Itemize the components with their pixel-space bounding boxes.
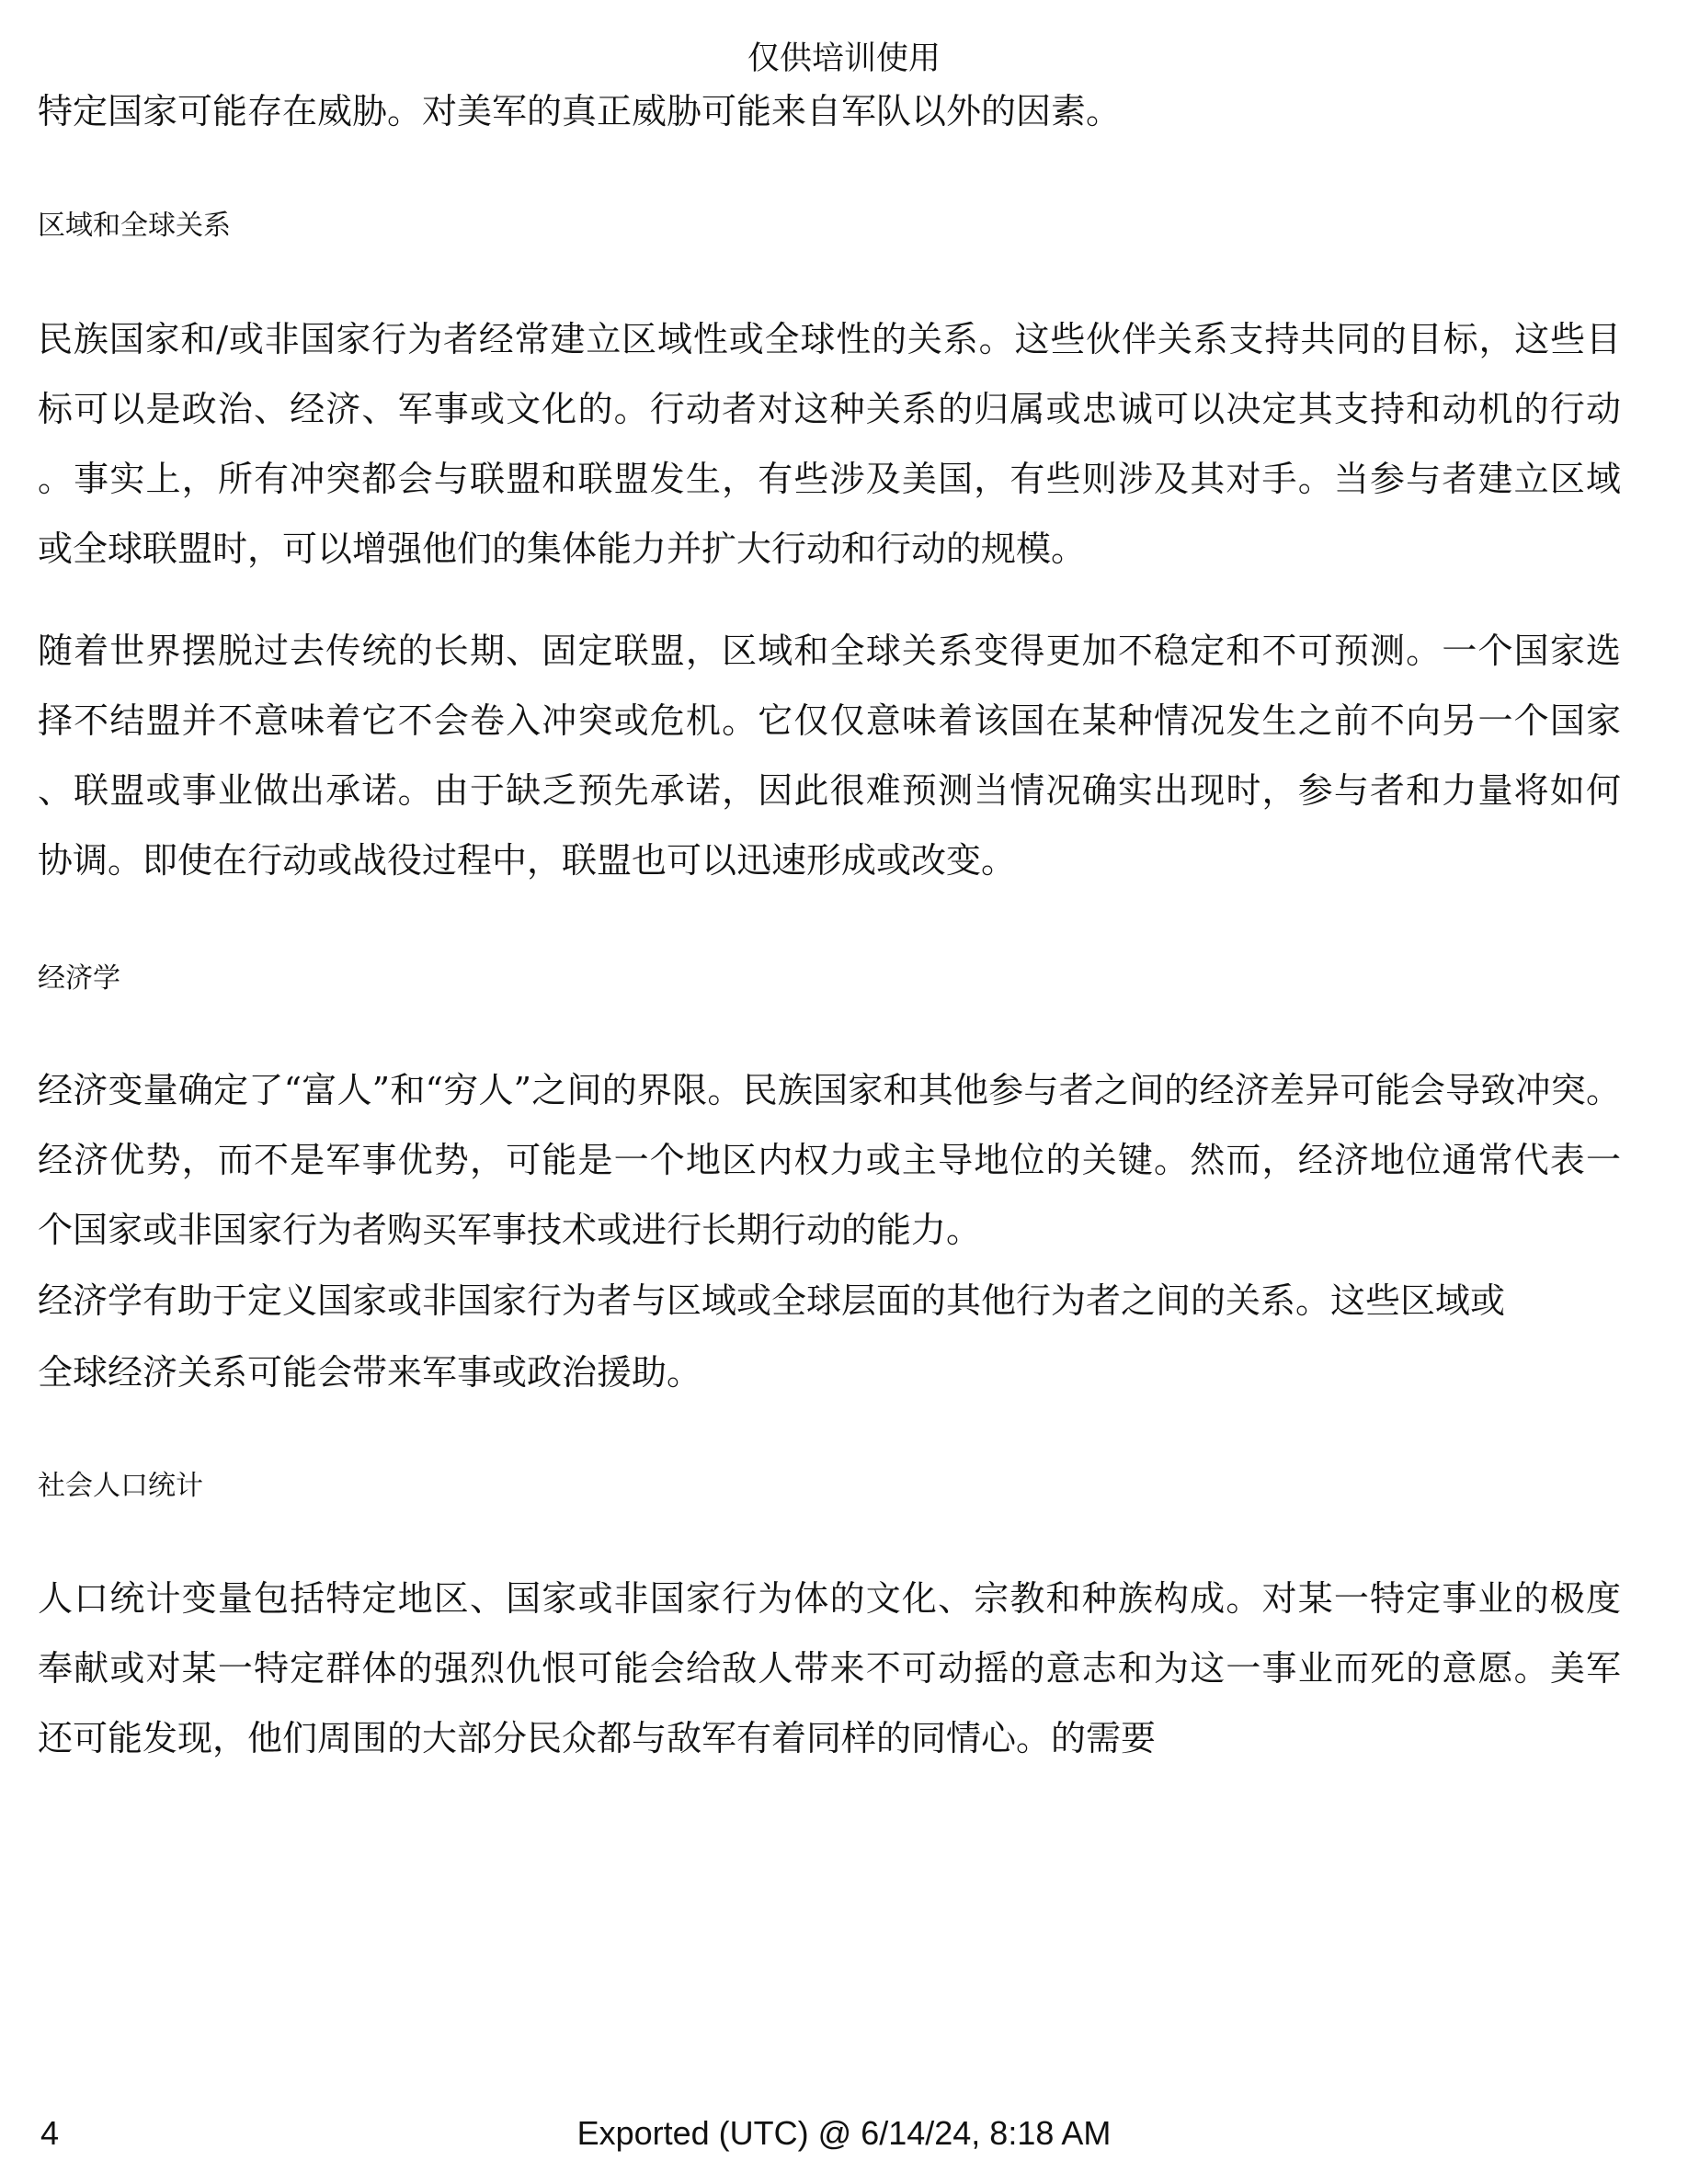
paragraph-regional-relations-2 [38,616,1621,895]
training-watermark: 仅供培训使用 [747,40,941,77]
paragraph-line: 民族国家和/或非国家行为者经常建立区域性或全球性的关系。这些伙伴关系支持共同的目标，这些目 [38,319,1621,359]
section-heading-regional-global-relations: 区域和全球关系 [38,210,231,242]
paragraph-line: 经济变量确定了“富人”和“穷人”之间的界限。民族国家和其他参与者之间的经济差异可能会导致冲突。 [38,1070,1621,1110]
paragraph-line: 奉献或对某一特定群体的强烈仇恨可能会给敌人带来不可动摇的意志和为这一事业而死的意愿。美军 [38,1648,1621,1689]
paragraph-line: 协调。即使在行动或战役过程中，联盟也可以迅速形成或改变。 [38,840,1017,881]
paragraph-line: 人口统计变量包括特定地区、国家或非国家行为体的文化、宗教和种族构成。对某一特定事业的极度 [38,1578,1621,1619]
section-heading-economics: 经济学 [38,962,120,995]
paragraph-line: 标可以是政治、经济、军事或文化的。行动者对这种关系的归属或忠诚可以决定其支持和动机的行动 [38,389,1621,429]
page-number: 4 [40,2114,60,2152]
paragraph-regional-relations-1 [38,304,1621,584]
paragraph-line: 择不结盟并不意味着它不会卷入冲突或危机。它仅仅意味着该国在某种情况发生之前不向另一个国家 [38,700,1621,741]
paragraph-line: 特定国家可能存在威胁。对美军的真正威胁可能来自军队以外的因素。 [38,91,1122,131]
continuation-paragraph [38,76,1621,146]
paragraph-economics-2 [38,1265,1621,1408]
paragraph-line: 经济学有助于定义国家或非国家行为者与区域或全球层面的其他行为者之间的关系。这些区域或 [38,1280,1506,1321]
paragraph-line: 、联盟或事业做出承诺。由于缺乏预先承诺，因此很难预测当情况确实出现时，参与者和力量将如何 [38,770,1621,811]
paragraph-economics-1 [38,1055,1621,1265]
export-timestamp: Exported (UTC) @ 6/14/24, 8:18 AM [576,2114,1112,2152]
paragraph-line: 个国家或非国家行为者购买军事技术或进行长期行动的能力。 [38,1210,982,1250]
paragraph-line: 还可能发现，他们周围的大部分民众都与敌军有着同样的同情心。的需要 [38,1718,1157,1758]
paragraph-line: 。事实上，所有冲突都会与联盟和联盟发生，有些涉及美国，有些则涉及其对手。当参与者建立区域 [38,459,1621,499]
paragraph-line: 全球经济关系可能会带来军事或政治援助。 [38,1352,702,1393]
paragraph-line: 随着世界摆脱过去传统的长期、固定联盟，区域和全球关系变得更加不稳定和不可预测。一个国家选 [38,631,1621,671]
paragraph-line: 经济优势，而不是军事优势，可能是一个地区内权力或主导地位的关键。然而，经济地位通常代表一 [38,1140,1621,1180]
paragraph-demographics-1 [38,1564,1621,1773]
section-heading-demographics: 社会人口统计 [38,1470,203,1502]
paragraph-line: 或全球联盟时，可以增强他们的集体能力并扩大行动和行动的规模。 [38,529,1087,569]
